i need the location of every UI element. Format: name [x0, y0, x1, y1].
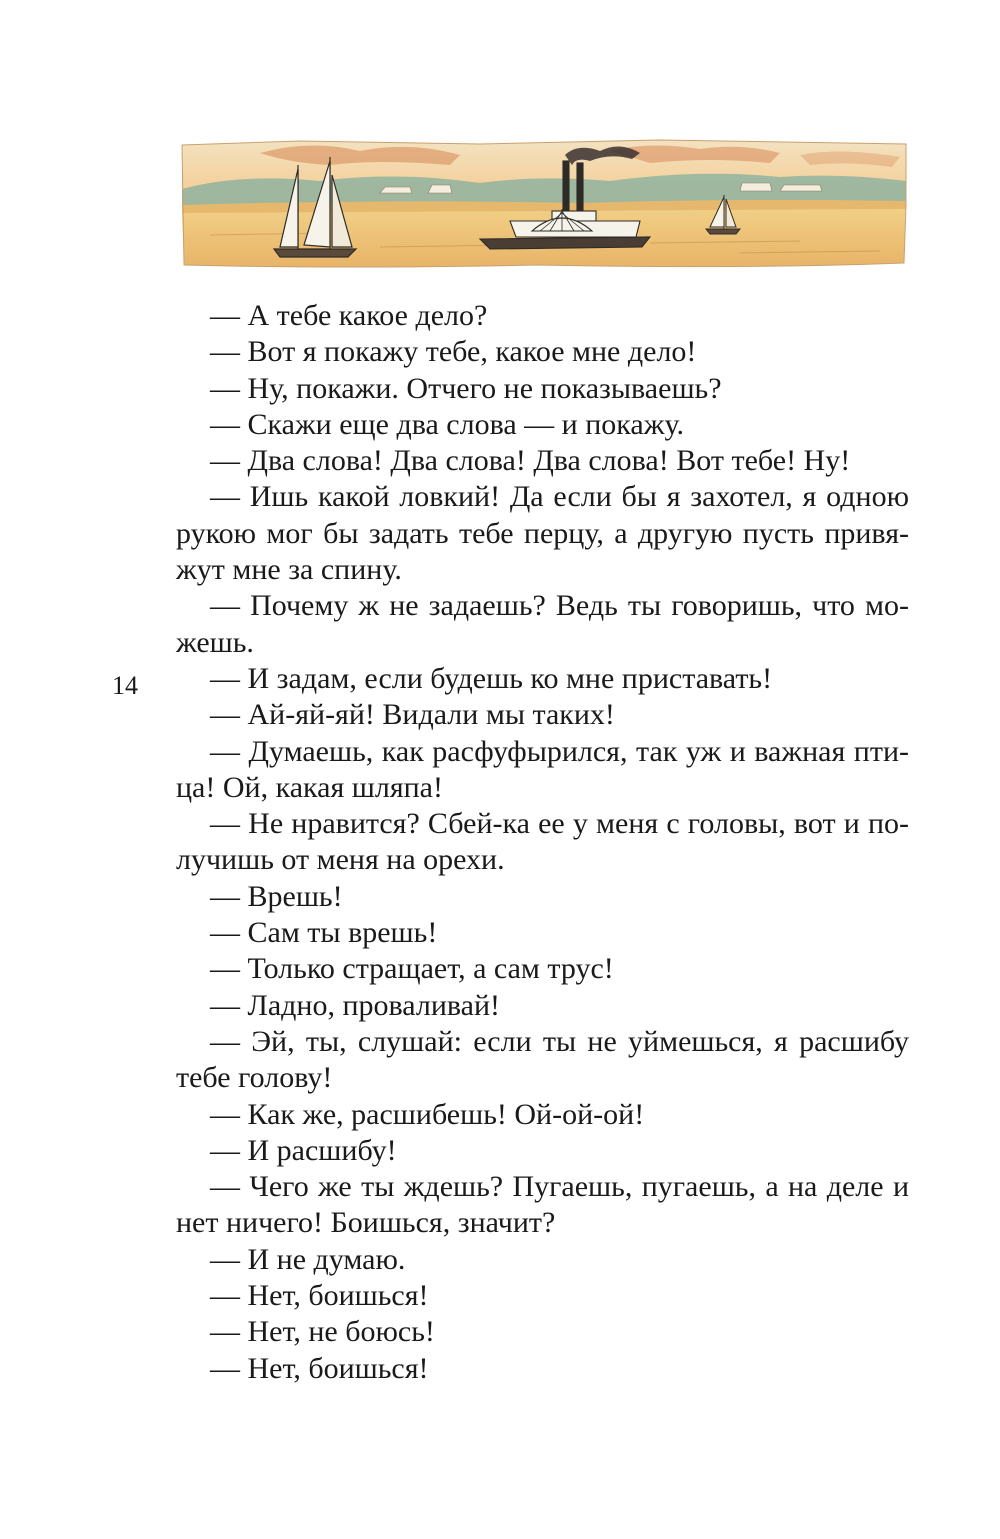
paragraph: — Думаешь, как расфуфырился, так уж и важная птица! Ой, какая шляпа!	[176, 734, 909, 804]
paragraph: — И задам, если будешь ко мне приставать!	[210, 661, 773, 695]
paragraph: — Нет, боишься!	[210, 1351, 429, 1385]
paragraph: — Ай-яй-яй! Видали мы таких!	[210, 698, 615, 732]
paragraph: — Эй, ты, слушай: если ты не уймешься, я расшибу тебе голову!	[176, 1024, 909, 1095]
paragraph: — Врешь!	[210, 879, 343, 913]
paragraph: — Чего же ты ждешь? Пугаешь, пугаешь, а на деле и нет ничего! Боишься, значит?	[176, 1170, 909, 1240]
paragraph: — Как же, расшибешь! Ой-ой-ой!	[210, 1097, 645, 1131]
paragraph: — Нет, боишься!	[210, 1279, 429, 1313]
paragraph: — Почему ж не задаешь? Ведь ты говоришь, что можешь.	[176, 589, 909, 659]
paragraph: — Нет, не боюсь!	[210, 1315, 435, 1349]
paragraph: — Ишь какой ловкий! Да если бы я захотел, я одною рукою мог бы задать тебе перцу, а другую пусть привяжут мне за спину.	[176, 480, 909, 587]
paragraph: — Только стращает, а сам трус!	[210, 952, 614, 986]
river-illustration	[180, 135, 908, 271]
paragraph: — Вот я покажу тебе, какое мне дело!	[210, 335, 697, 369]
river-steamboat-sailboats-picture	[180, 135, 908, 271]
paragraph: — Два слова! Два слова! Два слова! Вот тебе! Ну!	[210, 444, 851, 478]
paragraph: — И не думаю.	[210, 1242, 406, 1276]
page-number: 14	[112, 671, 138, 700]
paragraph: — Скажи еще два слова — и покажу.	[210, 407, 684, 441]
paragraph: — И расшибу!	[210, 1133, 397, 1167]
paragraph: — Ладно, проваливай!	[210, 988, 501, 1022]
paragraph: — Не нравится? Сбей-ка ее у меня с головы, вот и получишь от меня на орехи.	[176, 807, 909, 877]
paragraph: — А тебе какое дело?	[210, 299, 488, 332]
dialogue-text	[176, 298, 909, 1387]
paragraph: — Ну, покажи. Отчего не показываешь?	[210, 371, 722, 405]
paragraph: — Сам ты врешь!	[210, 916, 438, 950]
